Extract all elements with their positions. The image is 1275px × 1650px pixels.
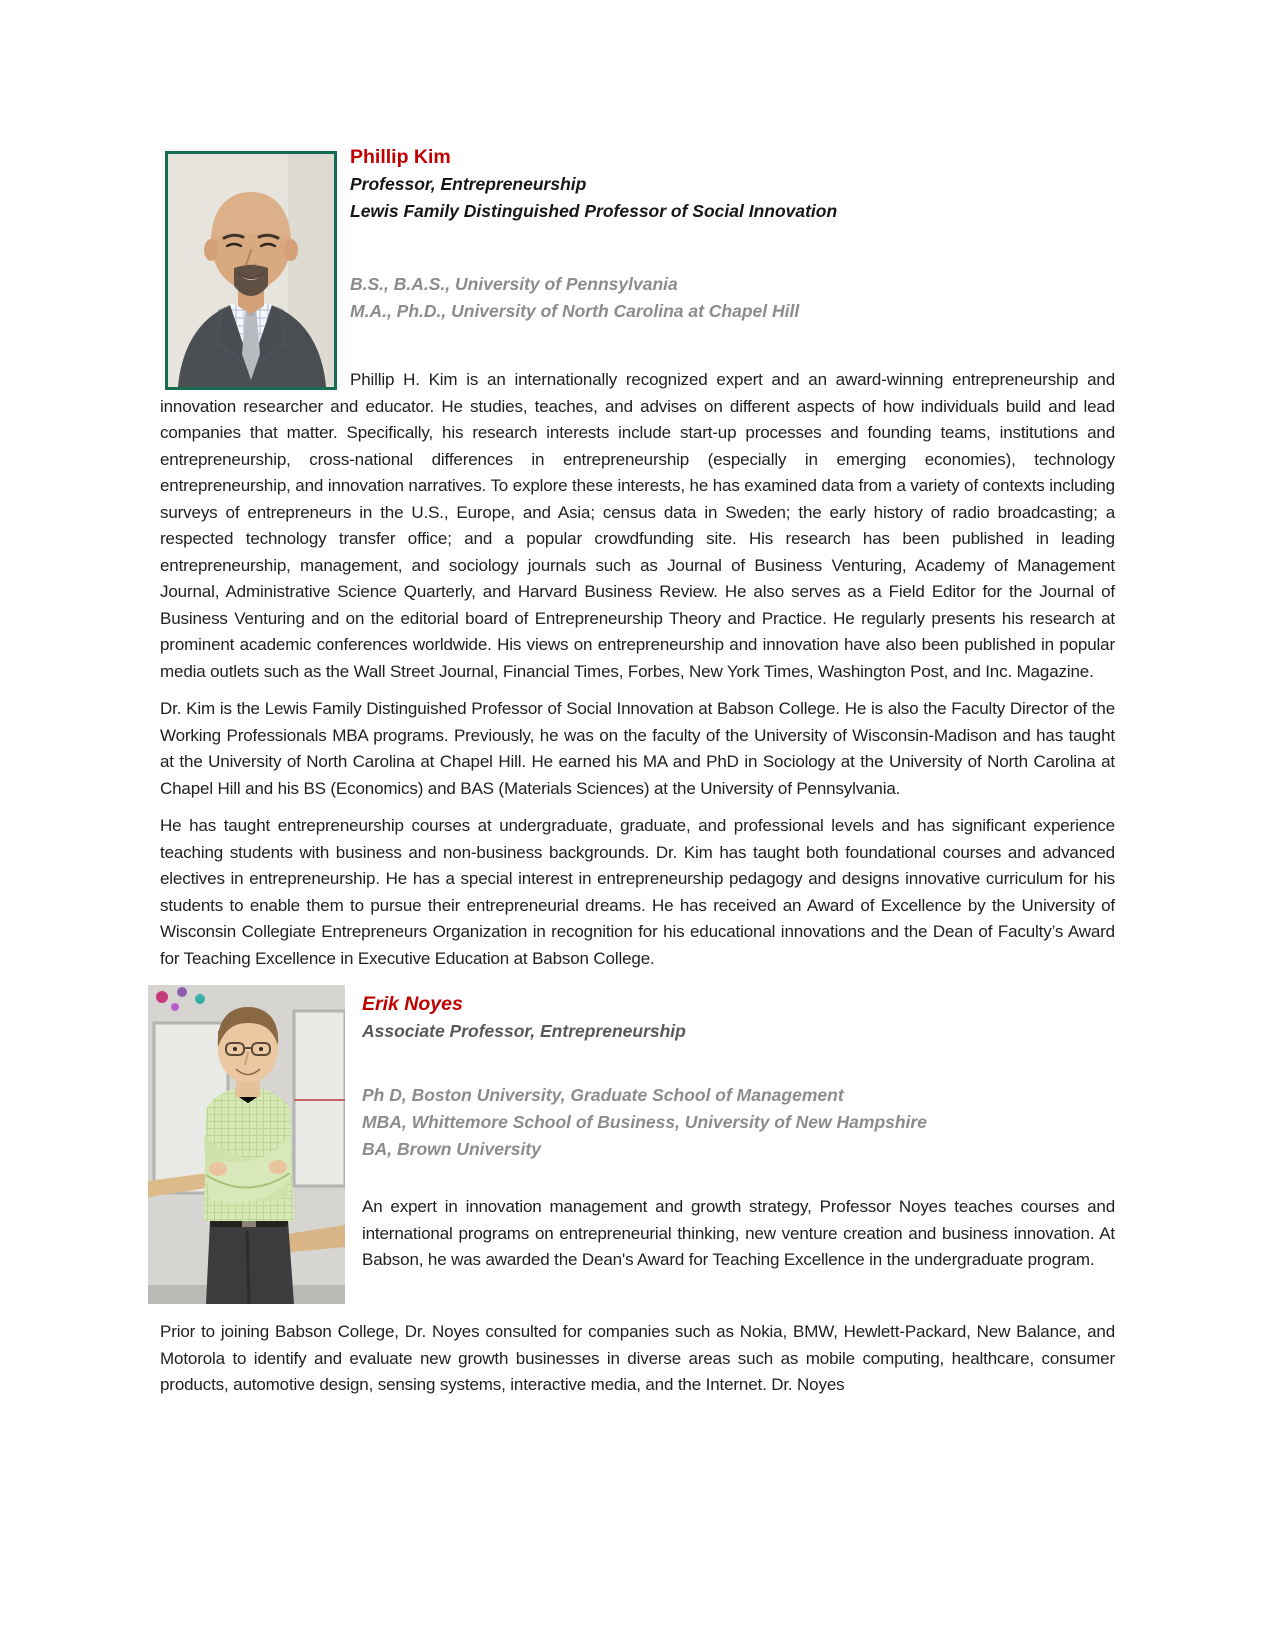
profile-name-phillip-kim: Phillip Kim	[350, 146, 451, 168]
erik-noyes-header	[362, 985, 1115, 1169]
portrait-phillip-kim-illustration	[168, 154, 334, 387]
bio-paragraph: An expert in innovation management and growth strategy, Professor Noyes teaches courses and international programs on entrepreneurial thinking, new venture creation and business innovation. At Babson, he was awarded the Dean's Award for Teaching Excellence in the undergraduate program.	[362, 1197, 1115, 1269]
profile-title: Professor, Entrepreneurship	[350, 174, 587, 194]
bio-paragraph: Phillip H. Kim is an internationally recognized expert and an award-winning entrepreneurship and innovation researcher and educator. He studies, teaches, and advises on different aspects of how individuals build and lead companies that matter. Specifically, his research interests include start-up processes and founding teams, institutions and entrepreneurship, cross-national differences in entrepreneurship (especially in emerging economies), technology entrepreneurship, and innovation narratives. To explore these interests, he has examined data from a variety of contexts including surveys of entrepreneurs in the U.S., Europe, and Asia; census data in Sweden; the early history of radio broadcasting; a respected technology transfer office; and a popular crowdfunding site. His research has been published in leading entrepreneurship, management, and sociology journals such as Journal of Business Venturing, Academy of Management Journal, Administrative Science Quarterly, and Harvard Business Review. He also serves as a Field Editor for the Journal of Business Venturing and on the editorial board of Entrepreneurship Theory and Practice. He regularly presents his research at prominent academic conferences worldwide. His views on entrepreneurship and innovation have also been published in popular media outlets such as the Wall Street Journal, Financial Times, Forbes, New York Times, Washington Post, and Inc. Magazine.	[160, 370, 1115, 681]
profile-title: Lewis Family Distinguished Professor of Social Innovation	[350, 201, 838, 221]
bio-paragraph: He has taught entrepreneurship courses at undergraduate, graduate, and professional levels and has significant experience teaching students with business and non-business backgrounds. Dr. Kim has taught both foundational courses and advanced electives in entrepreneurship. He has a special interest in entrepreneurship pedagogy and designs innovative curriculum for his students to enable them to pursue their entrepreneurial dreams. He has received an Award of Excellence by the University of Wisconsin Collegiate Entrepreneurs Organization in recognition for his educational innovations and the Dean of Faculty’s Award for Teaching Excellence in Executive Education at Babson College.	[160, 816, 1115, 968]
portrait-erik-noyes-illustration	[148, 985, 345, 1304]
profile-credential: Ph D, Boston University, Graduate School of Management	[362, 1085, 844, 1105]
phillip-kim-header	[350, 143, 1115, 325]
spacer	[362, 1045, 1115, 1082]
erik-noyes-portrait-photo	[148, 985, 345, 1304]
profile-title: Associate Professor, Entrepreneurship	[362, 1021, 686, 1041]
bio-section-phillip-kim	[160, 143, 1115, 972]
bio-paragraph: Prior to joining Babson College, Dr. Noyes consulted for companies such as Nokia, BMW, Hewlett-Packard, New Balance, and Motorola to identify and evaluate new growth businesses in diverse areas such as mobile computing, healthcare, consumer products, automotive design, sensing systems, interactive media, and the Internet. Dr. Noyes	[160, 1322, 1115, 1394]
bio-paragraph: Dr. Kim is the Lewis Family Distinguished Professor of Social Innovation at Babson College. He is also the Faculty Director of the Working Professionals MBA programs. Previously, he was on the faculty of the University of Wisconsin-Madison and has taught at the University of North Carolina at Chapel Hill. He earned his MA and PhD in Sociology at the University of North Carolina at Chapel Hill and his BS (Economics) and BAS (Materials Sciences) at the University of Pennsylvania.	[160, 699, 1115, 798]
profile-credential: BA, Brown University	[362, 1139, 541, 1159]
profile-credential: M.A., Ph.D., University of North Carolina at Chapel Hill	[350, 301, 800, 321]
profile-name-erik-noyes: Erik Noyes	[362, 993, 463, 1015]
profile-credential: MBA, Whittemore School of Business, University of New Hampshire	[362, 1112, 927, 1132]
spacer	[350, 225, 1115, 271]
profile-credential: B.S., B.A.S., University of Pennsylvania	[350, 274, 678, 294]
phillip-kim-portrait-photo	[165, 151, 337, 390]
bio-section-erik-noyes	[160, 985, 1115, 1399]
